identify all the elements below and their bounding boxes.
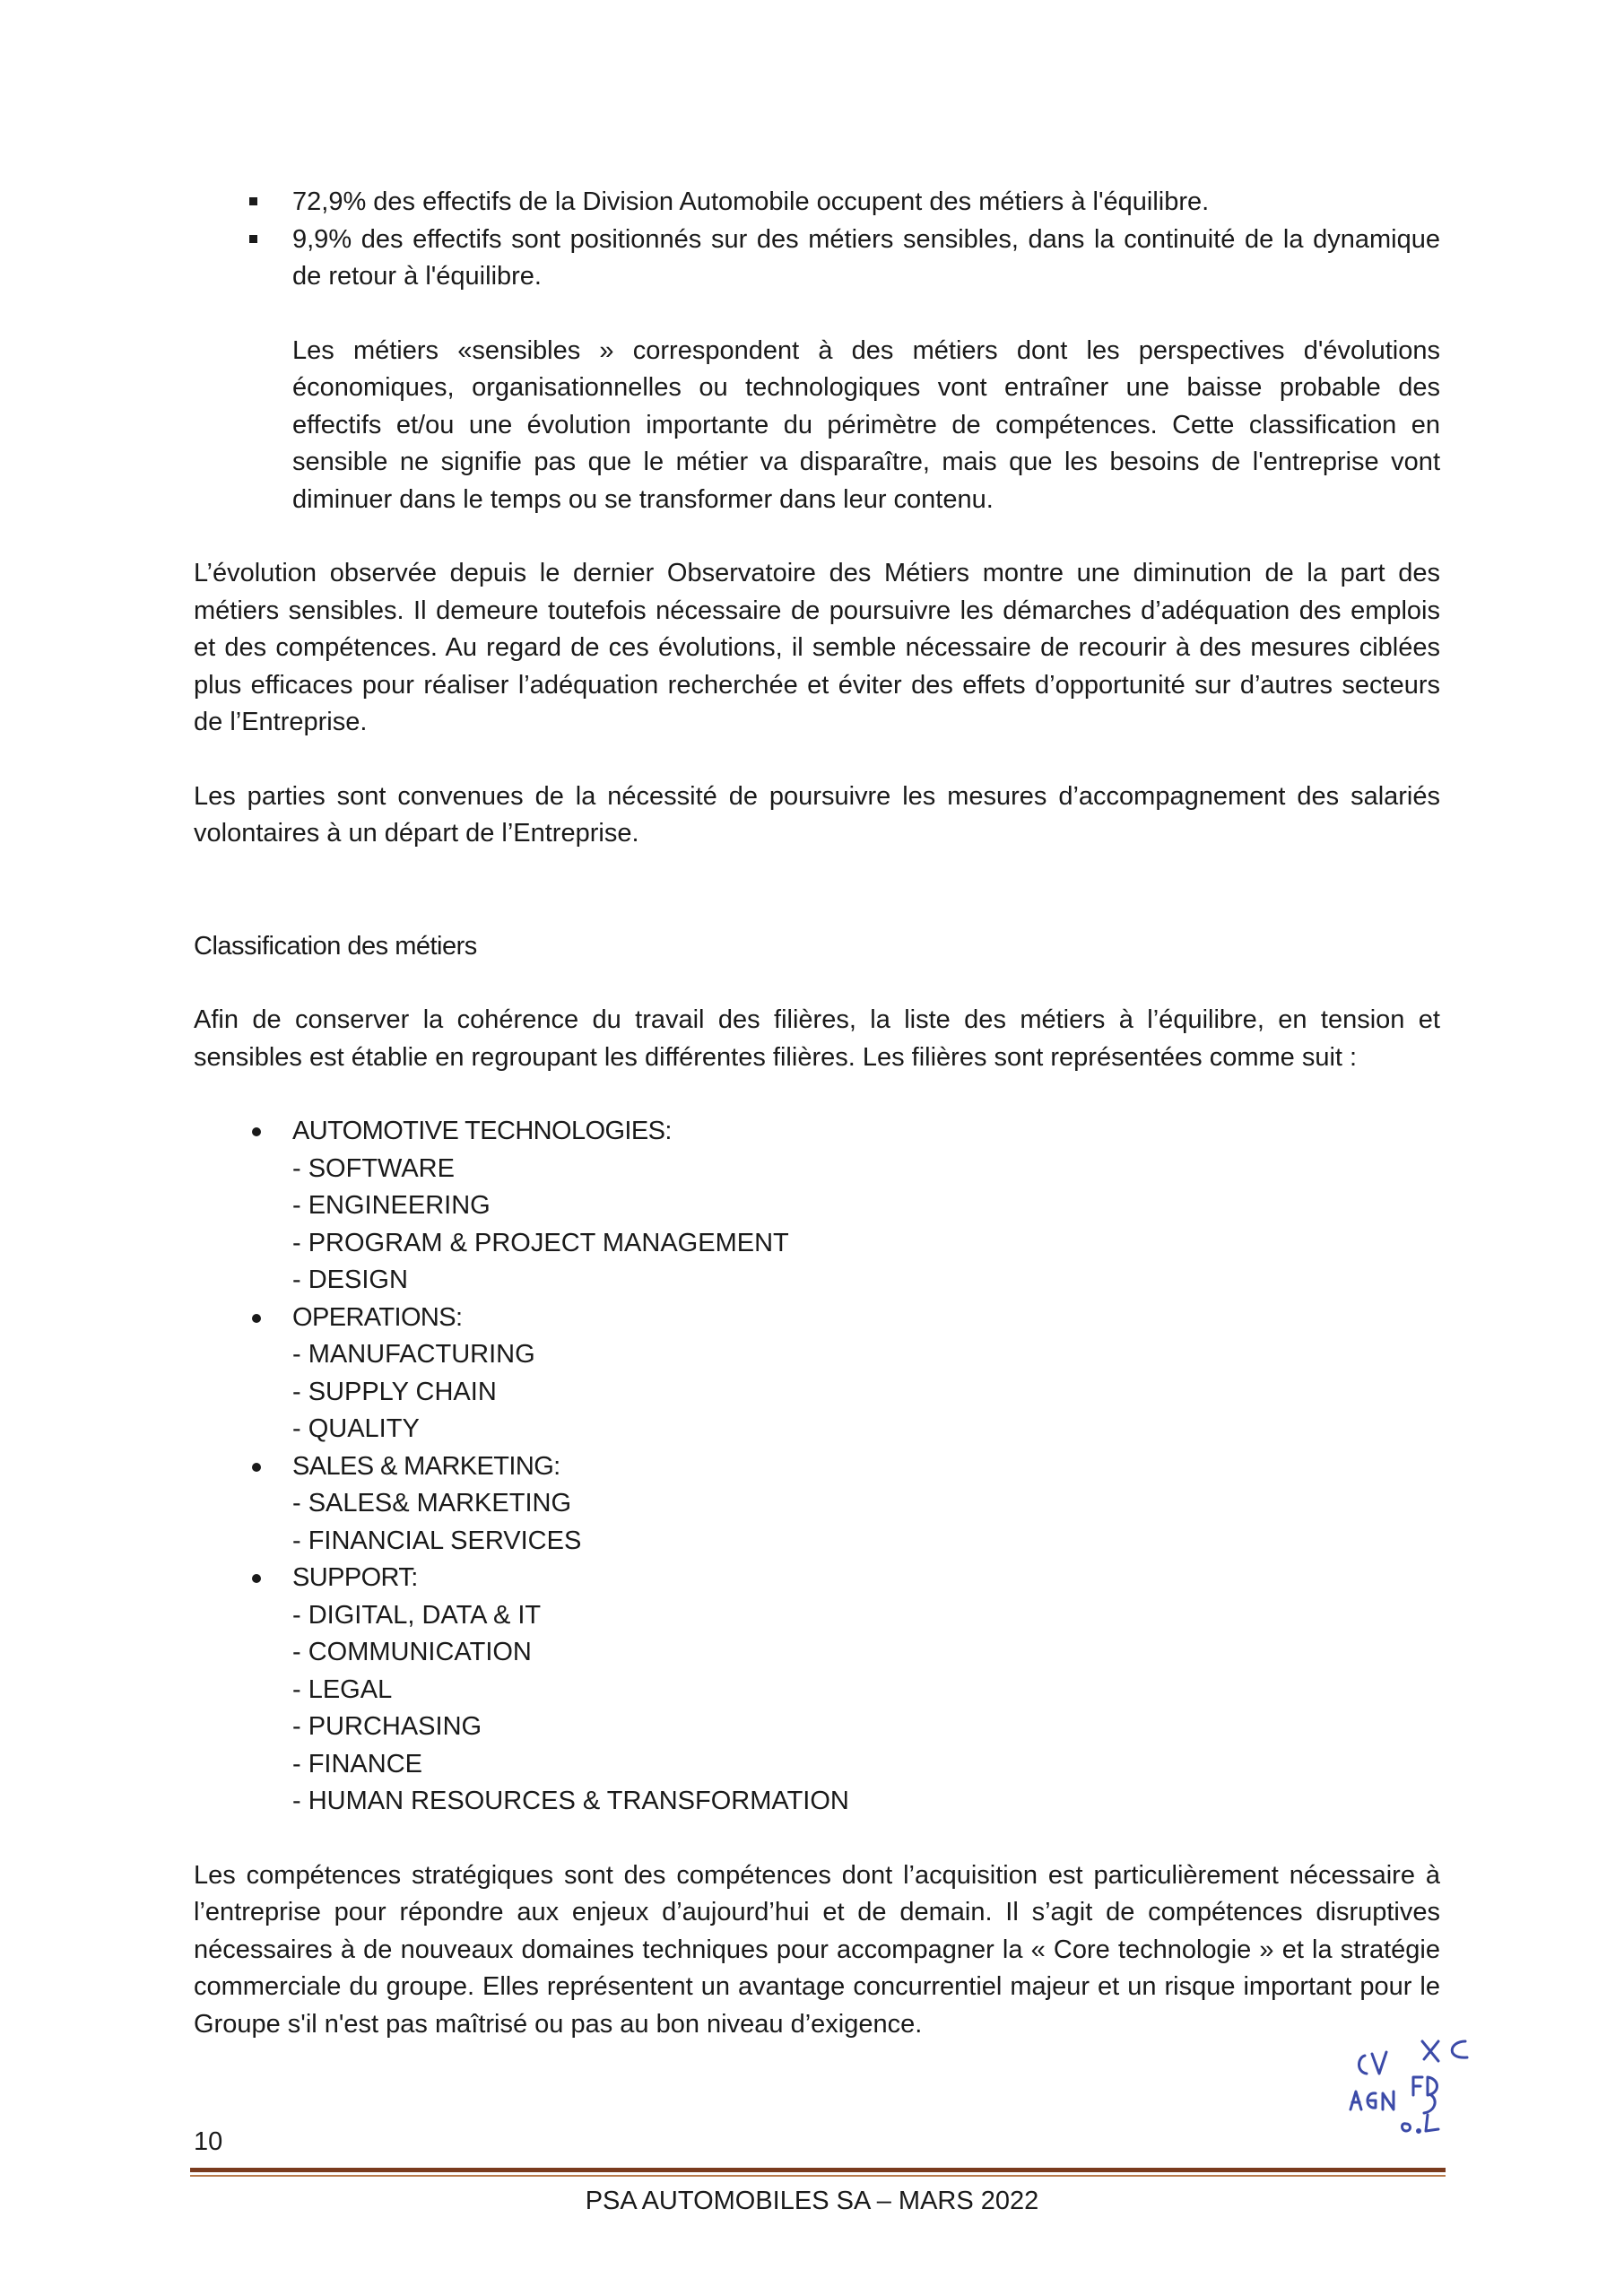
category-item: - COMMUNICATION (292, 1638, 532, 1666)
page-number: 10 (194, 2127, 223, 2156)
category-item: - PURCHASING (292, 1712, 482, 1741)
category-item: - QUALITY (292, 1414, 420, 1443)
category-items (292, 1336, 1440, 1448)
category-item: - FINANCE (292, 1749, 422, 1779)
footer-rule (190, 2168, 1446, 2177)
category-support (194, 1560, 1440, 1821)
category-item: - DIGITAL, DATA & IT (292, 1600, 542, 1630)
page-body (194, 184, 1440, 2043)
category-items (292, 1151, 1440, 1300)
category-items (292, 1485, 1440, 1560)
section-heading: Classification des métiers (194, 931, 477, 961)
category-item: - MANUFACTURING (292, 1340, 535, 1369)
intro-bullet-item (194, 184, 1440, 222)
filiere-category-list (194, 1113, 1440, 1821)
paragraph-evolution: L’évolution observée depuis le dernier Observatoire des Métiers montre une diminution de la part des métiers sensibles. Il demeure toutefois nécessaire de poursuivre les démarches d’adéquation des emplois et des compétences. Au regard de ces évolutions, il semble nécessaire de recourir à des mesures ciblées plus efficaces pour réaliser l’adéquation recherchée et éviter des effets d’opportunité sur d’autres secteurs de l’Entreprise. (194, 559, 1440, 736)
category-title: SALES & MARKETING: (292, 1451, 560, 1481)
paragraph-strategic-skills: Les compétences stratégiques sont des compétences dont l’acquisition est particulièrement nécessaire à l’entreprise pour répondre aux enjeux d’aujourd’hui et de demain. Il s’agit de compétences disruptives nécessaires à de nouveaux domaines techniques pour accompagner la « Core technologie » et la stratégie commerciale du groupe. Elles représentent un avantage concurrentiel majeur et un risque important pour le Groupe s'il n'est pas maîtrisé ou pas au bon niveau d’exigence. (194, 1860, 1440, 2039)
category-item: - SUPPLY CHAIN (292, 1377, 497, 1406)
category-operations (194, 1300, 1440, 1448)
intro-bullet-text: 72,9% des effectifs de la Division Automobile occupent des métiers à l'équilibre. (292, 187, 1210, 216)
category-item: - LEGAL (292, 1674, 393, 1704)
category-item: - PROGRAM & PROJECT MANAGEMENT (292, 1228, 789, 1257)
square-bullet-icon (249, 235, 257, 243)
square-bullet-icon (249, 197, 257, 205)
bullet-dot-icon (252, 1127, 261, 1136)
paragraph-filieres: Afin de conserver la cohérence du travail des filières, la liste des métiers à l’équilibre, en tension et sensibles est établie en regroupant les différentes filières. Les filières sont représentées comme suit : (194, 1005, 1440, 1072)
bullet-dot-icon (252, 1314, 261, 1323)
category-item: - DESIGN (292, 1265, 408, 1294)
intro-bullet-item (194, 222, 1440, 296)
intro-bullet-list (194, 184, 1440, 296)
category-item: - SALES& MARKETING (292, 1489, 572, 1518)
sensitive-definition-note: Les métiers «sensibles » correspondent à des métiers dont les perspectives d'évolutions économiques, organisationnelles ou technologiques vont entraîner une baisse probable des effectifs et/ou une évolution importante du périmètre de compétences. Cette classification en sensible ne signifie pas que le métier va disparaître, mais que les besoins de l'entreprise vont diminuer dans le temps ou se transformer dans leur contenu. (292, 335, 1440, 514)
category-title: SUPPORT: (292, 1563, 418, 1592)
paragraph-parties: Les parties sont convenues de la nécessité de poursuivre les mesures d’accompagnement des salariés volontaires à un départ de l’Entreprise. (194, 781, 1440, 848)
bullet-dot-icon (252, 1463, 261, 1472)
category-item: - HUMAN RESOURCES & TRANSFORMATION (292, 1787, 849, 1815)
category-item: - FINANCIAL SERVICES (292, 1526, 582, 1555)
category-item: - ENGINEERING (292, 1191, 491, 1220)
category-items (292, 1597, 1440, 1821)
bullet-dot-icon (252, 1574, 261, 1583)
category-title: OPERATIONS: (292, 1302, 463, 1332)
category-title: AUTOMOTIVE TECHNOLOGIES: (292, 1117, 672, 1145)
intro-bullet-text: 9,9% des effectifs sont positionnés sur des métiers sensibles, dans la continuité de la dynamique de retour à l'équilibre. (292, 224, 1440, 291)
footer-text: PSA AUTOMOBILES SA – MARS 2022 (585, 2187, 1039, 2215)
category-automotive-technologies (194, 1113, 1440, 1300)
category-item: - SOFTWARE (292, 1153, 455, 1183)
handwritten-initials (1345, 2036, 1489, 2135)
category-sales-marketing (194, 1448, 1440, 1561)
